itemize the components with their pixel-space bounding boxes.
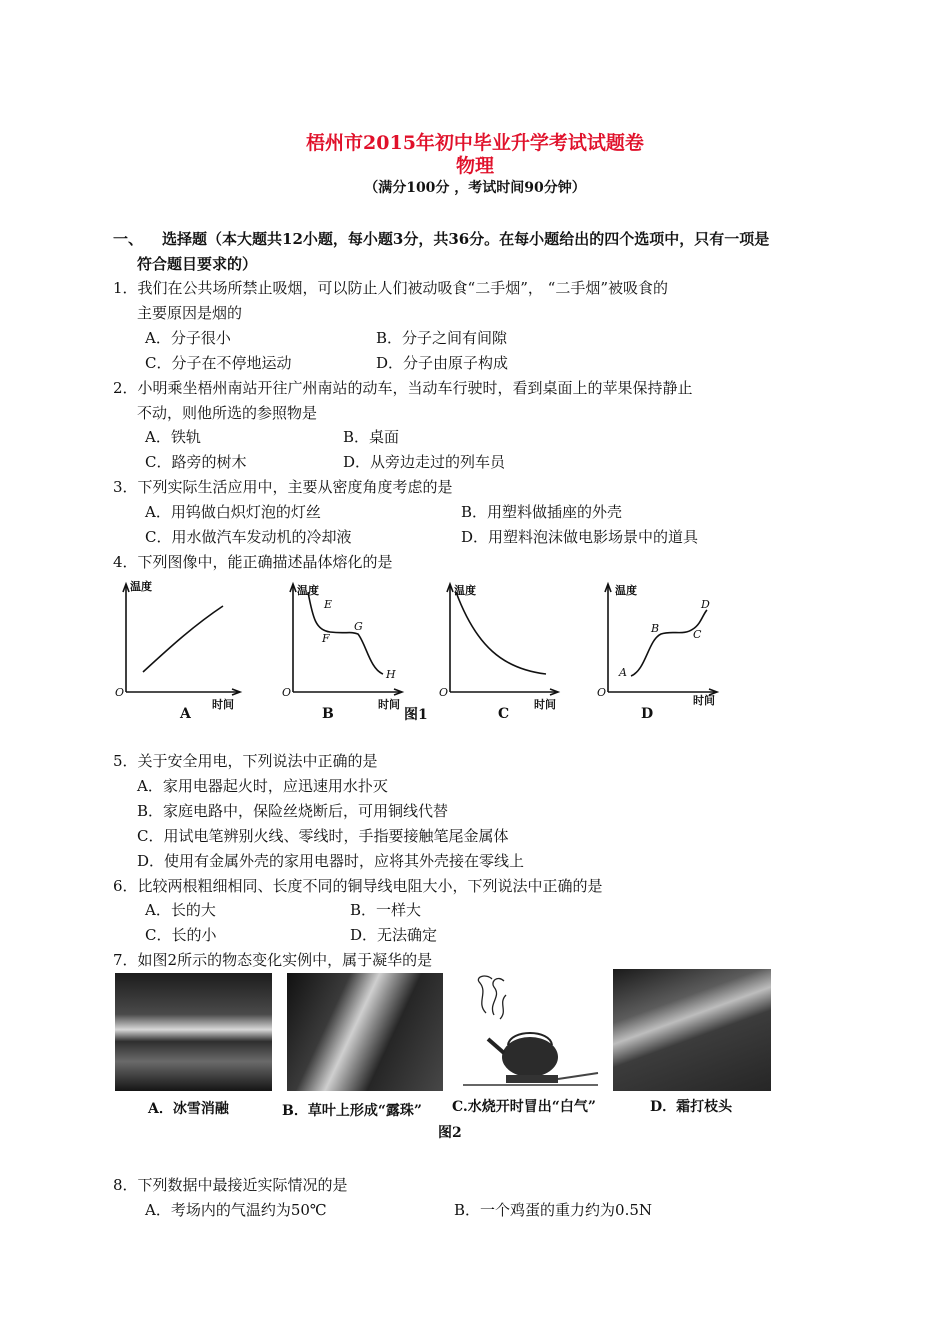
graph-b-label: B [322, 706, 334, 722]
graph-b-point-f: F [322, 632, 330, 645]
figure-2-caption-c: C.水烧开时冒出“白气” [452, 1099, 596, 1115]
question-8-option-b: B．一个鸡蛋的重力约为0.5N [454, 1201, 653, 1219]
graph-d-label: D [641, 706, 654, 722]
graph-b-ylabel: 温度 [297, 584, 319, 597]
graph-a-origin: O [115, 686, 125, 699]
question-5-stem: 5．关于安全用电，下列说法中正确的是 [113, 752, 378, 770]
question-8-option-a: A．考场内的气温约为50℃ [145, 1201, 327, 1219]
graph-d-point-c: C [693, 628, 702, 641]
question-1-option-a: A．分子很小 [145, 329, 231, 347]
graph-a-ylabel: 温度 [130, 580, 152, 593]
steam-line-1 [478, 976, 492, 1013]
question-4-stem: 4．下列图像中，能正确描述晶体熔化的是 [113, 553, 393, 571]
kettle-body [502, 1037, 558, 1077]
question-5-option-b: B．家庭电路中，保险丝烧断后，可用铜线代替 [137, 802, 449, 820]
exam-title: 梧州市2015年初中毕业升学考试试题卷 [306, 132, 644, 154]
graph-d-point-d: D [701, 598, 710, 611]
graph-b-point-g: G [354, 620, 363, 633]
question-2-stem: 2．小明乘坐梧州南站开往广州南站的动车，当动车行驶时，看到桌面上的苹果保持静止 [113, 379, 693, 397]
question-1-option-c: C．分子在不停地运动 [145, 354, 292, 372]
graph-b-point-h: H [386, 668, 396, 681]
question-6-option-a: A．长的大 [145, 901, 216, 919]
graph-a-label: A [180, 706, 191, 722]
figure-1-graphs [108, 574, 748, 724]
figure-2-caption: 图2 [438, 1125, 462, 1141]
figure-2-caption-d: D．霜打枝头 [650, 1099, 733, 1115]
question-1-option-b: B．分子之间有间隙 [376, 329, 508, 347]
question-1-option-d: D．分子由原子构成 [376, 354, 509, 372]
kettle-spout [488, 1039, 504, 1053]
figure-1 [108, 574, 748, 724]
graph-a-xlabel: 时间 [212, 698, 234, 711]
question-7-stem: 7．如图2所示的物态变化实例中，属于凝华的是 [113, 951, 433, 969]
question-3-option-a: A．用钨做白炽灯泡的灯丝 [145, 503, 321, 521]
question-2-stem-cont: 不动，则他所选的参照物是 [137, 404, 318, 422]
graph-d-xlabel: 时间 [693, 694, 715, 707]
graph-c-label: C [498, 706, 510, 722]
question-6-stem: 6．比较两根粗细相同、长度不同的铜导线电阻大小，下列说法中正确的是 [113, 877, 603, 895]
question-2-option-d: D．从旁边走过的列车员 [343, 453, 506, 471]
question-2-option-b: B．桌面 [343, 428, 400, 446]
section-heading-line1: 选择题（本大题共12小题，每小题3分，共36分。在每小题给出的四个选项中，只有一项是 [162, 230, 770, 248]
graph-c-ylabel: 温度 [454, 584, 476, 597]
question-3-stem: 3．下列实际生活应用中，主要从密度角度考虑的是 [113, 478, 453, 496]
question-5-option-c: C．用试电笔辨别火线、零线时，手指要接触笔尾金属体 [137, 827, 509, 845]
steam-line-3 [500, 995, 506, 1019]
graph-d-origin: O [597, 686, 607, 699]
stove-pipe [558, 1073, 598, 1079]
graph-b-curve [308, 592, 383, 674]
steam-line-2 [492, 979, 504, 1015]
photo-grass-dew [287, 973, 443, 1091]
graph-c-xlabel: 时间 [534, 698, 556, 711]
photo-frost-on-branch [613, 969, 771, 1091]
figure-2-caption-b: B．草叶上形成“露珠” [282, 1103, 422, 1119]
section-heading-line2: 符合题目要求的） [137, 255, 258, 273]
question-6-option-b: B．一样大 [350, 901, 422, 919]
graph-d-point-b: B [651, 622, 660, 635]
figure-2-caption-a: A．冰雪消融 [148, 1101, 229, 1117]
question-1-stem: 1．我们在公共场所禁止吸烟，可以防止人们被动吸食“二手烟”， “二手烟”被吸食的 [113, 279, 668, 297]
graph-b-point-e: E [324, 598, 333, 611]
stove-top [506, 1075, 558, 1083]
exam-note: （满分100分 ，考试时间90分钟） [364, 180, 586, 196]
kettle-illustration [458, 973, 608, 1091]
question-2-option-c: C．路旁的树木 [145, 453, 247, 471]
question-5-option-a: A．家用电器起火时，应迅速用水扑灭 [137, 777, 388, 795]
section-number: 一、 [113, 230, 144, 248]
question-3-option-c: C．用水做汽车发动机的冷却液 [145, 528, 352, 546]
graph-a-curve [143, 606, 223, 672]
graph-b-xlabel: 时间 [378, 698, 400, 711]
graph-c-origin: O [439, 686, 449, 699]
question-3-option-b: B．用塑料做插座的外壳 [461, 503, 623, 521]
question-5-option-d: D．使用有金属外壳的家用电器时，应将其外壳接在零线上 [137, 852, 525, 870]
question-6-option-d: D．无法确定 [350, 926, 438, 944]
question-2-option-a: A．铁轨 [145, 428, 201, 446]
graph-b-origin: O [282, 686, 292, 699]
graph-d-ylabel: 温度 [615, 584, 637, 597]
photo-kettle-steam [458, 973, 608, 1091]
question-1-stem-cont: 主要原因是烟的 [137, 304, 243, 322]
graph-c-curve [456, 592, 546, 674]
figure-1-caption: 图1 [404, 707, 428, 723]
graph-d-curve [631, 610, 707, 676]
question-8-stem: 8．下列数据中最接近实际情况的是 [113, 1176, 348, 1194]
graph-d-point-a: A [619, 666, 627, 679]
photo-ice-snow-melting [115, 973, 272, 1091]
question-6-option-c: C．长的小 [145, 926, 217, 944]
question-3-option-d: D．用塑料泡沫做电影场景中的道具 [461, 528, 699, 546]
subject-title: 物理 [455, 155, 494, 177]
